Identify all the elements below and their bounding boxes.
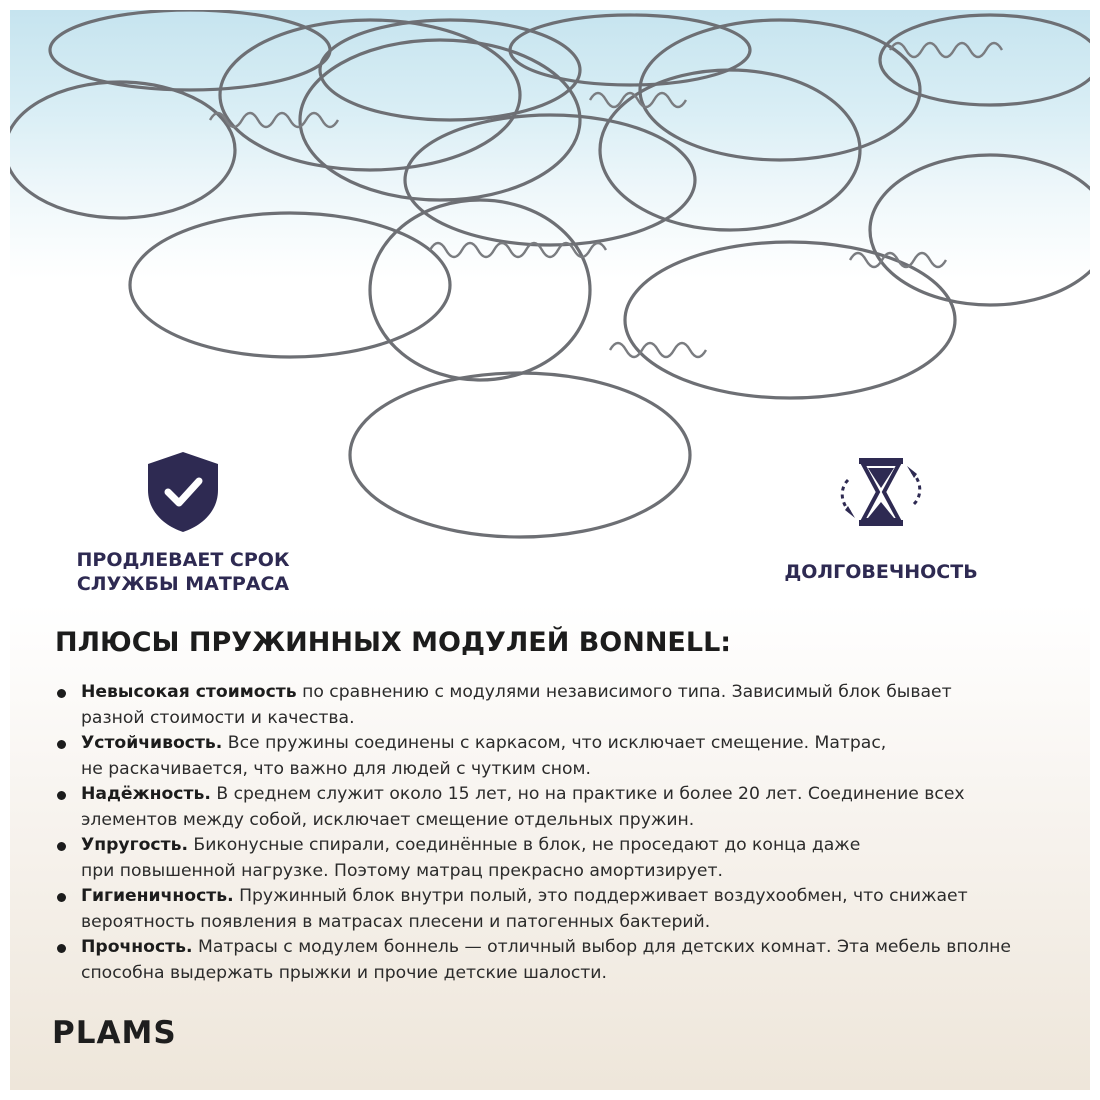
feature-label-line1: ПРОДЛЕВАЕТ СРОК bbox=[76, 549, 290, 571]
benefit-text: по сравнению с модулями независимого типа. Зависимый блок бывает bbox=[296, 682, 952, 702]
benefit-text-cont: разной стоимости и качества. bbox=[81, 707, 355, 728]
benefit-text-cont: не раскачивается, что важно для людей с чутким сном. bbox=[81, 758, 591, 779]
benefit-text: В среднем служит около 15 лет, но на практике и более 20 лет. Соединение всех bbox=[210, 784, 965, 804]
benefit-text-cont: при повышенной нагрузке. Поэтому матрац прекрасно амортизирует. bbox=[81, 860, 723, 881]
section-heading: ПЛЮСЫ ПРУЖИННЫХ МОДУЛЕЙ BONNELL: bbox=[55, 627, 732, 658]
benefit-text-cont: вероятность появления в матрасах плесени и патогенных бактерий. bbox=[81, 911, 711, 932]
benefit-text: Все пружины соединены с каркасом, что исключает смещение. Матрас, bbox=[222, 733, 887, 753]
list-item bbox=[55, 884, 1075, 935]
benefit-text: Матрасы с модулем боннель — отличный выбор для детских комнат. Эта мебель вполне bbox=[192, 937, 1011, 957]
list-item bbox=[55, 680, 1075, 731]
benefit-term: Надёжность. bbox=[81, 784, 211, 804]
hourglass-cycle-icon bbox=[826, 450, 936, 534]
list-item bbox=[55, 731, 1075, 782]
benefit-text-cont: способна выдержать прыжки и прочие детские шалости. bbox=[81, 962, 607, 983]
product-card bbox=[10, 10, 1090, 1090]
feature-label-line2: СЛУЖБЫ МАТРАСА bbox=[76, 573, 290, 595]
feature-extends-life bbox=[50, 450, 316, 596]
feature-label: ДОЛГОВЕЧНОСТЬ bbox=[784, 561, 978, 583]
benefit-term: Упругость. bbox=[81, 835, 188, 855]
list-item bbox=[55, 833, 1075, 884]
brand-logo: PLAMS bbox=[52, 1015, 177, 1051]
benefit-term: Прочность. bbox=[81, 937, 193, 957]
feature-durability bbox=[750, 450, 1012, 584]
shield-check-icon bbox=[146, 450, 220, 534]
benefit-text-cont: элементов между собой, исключает смещение отдельных пружин. bbox=[81, 809, 695, 830]
benefit-text: Пружинный блок внутри полый, это поддерживает воздухообмен, что снижает bbox=[233, 886, 968, 906]
benefits-list bbox=[55, 680, 1075, 986]
list-item bbox=[55, 782, 1075, 833]
benefit-term: Гигиеничность. bbox=[81, 886, 234, 906]
benefit-term: Устойчивость. bbox=[81, 733, 223, 753]
benefit-text: Биконусные спирали, соединённые в блок, не проседают до конца даже bbox=[187, 835, 861, 855]
benefit-term: Невысокая стоимость bbox=[81, 682, 297, 702]
list-item bbox=[55, 935, 1075, 986]
